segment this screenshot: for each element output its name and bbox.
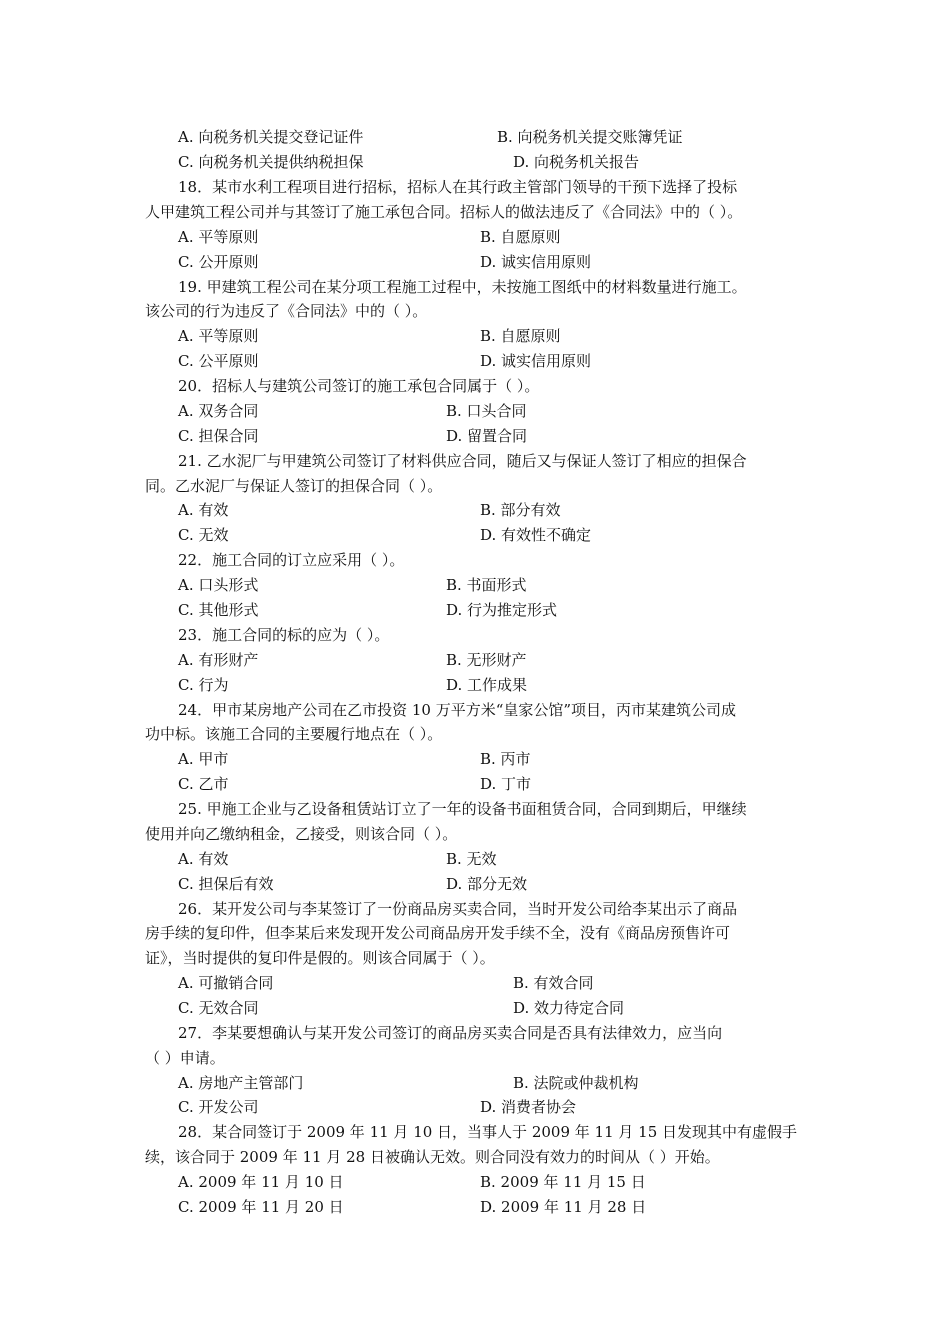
q28-option-a: A. 2009 年 11 月 10 日 — [178, 1173, 344, 1191]
q22-option-c: C. 其他形式 — [178, 601, 259, 619]
q28-option-b: B. 2009 年 11 月 15 日 — [480, 1173, 646, 1191]
q22-option-b: B. 书面形式 — [446, 576, 527, 594]
q25-option-c: C. 担保后有效 — [178, 875, 274, 893]
q25-option-a: A. 有效 — [178, 850, 229, 868]
q21-stem-line-1: 21. 乙水泥厂与甲建筑公司签订了材料供应合同，随后又与保证人签订了相应的担保合 — [178, 452, 747, 470]
q28-stem-line-2: 续，该合同于 2009 年 11 月 28 日被确认无效。则合同没有效力的时间从（ ）开始。 — [145, 1148, 720, 1166]
q23-option-d: D. 工作成果 — [446, 676, 528, 694]
q24-option-c: C. 乙市 — [178, 775, 229, 793]
q21-stem-line-2: 同。乙水泥厂与保证人签订的担保合同（ ）。 — [145, 477, 443, 495]
q25-stem-line-1: 25. 甲施工企业与乙设备租赁站订立了一年的设备书面租赁合同，合同到期后，甲继续 — [178, 800, 747, 818]
q23-option-b: B. 无形财产 — [446, 651, 527, 669]
q25-option-d: D. 部分无效 — [446, 875, 528, 893]
q26-stem-line-2: 房手续的复印件，但李某后来发现开发公司商品房开发手续不全，没有《商品房预售许可 — [145, 924, 731, 942]
q24-option-a: A. 甲市 — [178, 750, 229, 768]
q18-option-c: C. 公开原则 — [178, 253, 259, 271]
q25-stem-line-2: 使用并向乙缴纳租金，乙接受，则该合同（ ）。 — [145, 825, 458, 843]
q24-stem-line-2: 功中标。该施工合同的主要履行地点在（ ）。 — [145, 725, 443, 743]
q18-option-d: D. 诚实信用原则 — [480, 253, 592, 271]
q26-stem-line-3: 证》，当时提供的复印件是假的。则该合同属于（ ）。 — [145, 949, 495, 967]
q19-stem-line-1: 19. 甲建筑工程公司在某分项工程施工过程中，未按施工图纸中的材料数量进行施工。 — [178, 278, 747, 296]
q25-option-b: B. 无效 — [446, 850, 497, 868]
q24-option-b: B. 丙市 — [480, 750, 531, 768]
q19-option-d: D. 诚实信用原则 — [480, 352, 592, 370]
q27-option-c: C. 开发公司 — [178, 1098, 259, 1116]
q18-stem-line-2: 人甲建筑工程公司并与其签订了施工承包合同。招标人的做法违反了《合同法》中的（ ）。 — [145, 203, 743, 221]
q18-option-a: A. 平等原则 — [178, 228, 259, 246]
q26-option-b: B. 有效合同 — [513, 974, 594, 992]
q23-option-c: C. 行为 — [178, 676, 229, 694]
q21-option-c: C. 无效 — [178, 526, 229, 544]
q26-stem-line-1: 26．某开发公司与李某签订了一份商品房买卖合同，当时开发公司给李某出示了商品 — [178, 900, 738, 918]
q18-option-b: B. 自愿原则 — [480, 228, 561, 246]
q20-option-c: C. 担保合同 — [178, 427, 259, 445]
q27-option-d: D. 消费者协会 — [480, 1098, 577, 1116]
q28-stem-line-1: 28．某合同签订于 2009 年 11 月 10 日，当事人于 2009 年 11 月 15 日发现其中有虚假手 — [178, 1123, 798, 1141]
q26-option-c: C. 无效合同 — [178, 999, 259, 1017]
q24-stem-line-1: 24．甲市某房地产公司在乙市投资 10 万平方米“皇家公馆”项目，丙市某建筑公司成 — [178, 701, 737, 719]
q27-stem-line-2: （ ）申请。 — [145, 1049, 225, 1067]
q27-stem-line-1: 27．李某要想确认与某开发公司签订的商品房买卖合同是否具有法律效力，应当向 — [178, 1024, 723, 1042]
q26-option-d: D. 效力待定合同 — [513, 999, 625, 1017]
q17-option-b: B. 向税务机关提交账簿凭证 — [497, 128, 683, 146]
q19-stem-line-2: 该公司的行为违反了《合同法》中的（ ）。 — [145, 302, 428, 320]
q20-option-b: B. 口头合同 — [446, 402, 527, 420]
q22-stem-line-1: 22．施工合同的订立应采用（ ）。 — [178, 551, 405, 569]
q21-option-d: D. 有效性不确定 — [480, 526, 592, 544]
q19-option-b: B. 自愿原则 — [480, 327, 561, 345]
q24-option-d: D. 丁市 — [480, 775, 532, 793]
q22-option-a: A. 口头形式 — [178, 576, 259, 594]
q21-option-b: B. 部分有效 — [480, 501, 561, 519]
q17-option-d: D. 向税务机关报告 — [513, 153, 640, 171]
q20-stem-line-1: 20．招标人与建筑公司签订的施工承包合同属于（ ）。 — [178, 377, 540, 395]
q23-option-a: A. 有形财产 — [178, 651, 259, 669]
q19-option-a: A. 平等原则 — [178, 327, 259, 345]
q19-option-c: C. 公平原则 — [178, 352, 259, 370]
q28-option-c: C. 2009 年 11 月 20 日 — [178, 1198, 344, 1216]
q17-option-c: C. 向税务机关提供纳税担保 — [178, 153, 364, 171]
q22-option-d: D. 行为推定形式 — [446, 601, 558, 619]
q27-option-b: B. 法院或仲裁机构 — [513, 1074, 639, 1092]
q20-option-d: D. 留置合同 — [446, 427, 528, 445]
q21-option-a: A. 有效 — [178, 501, 229, 519]
q17-option-a: A. 向税务机关提交登记证件 — [178, 128, 364, 146]
q20-option-a: A. 双务合同 — [178, 402, 259, 420]
q23-stem-line-1: 23．施工合同的标的应为（ ）。 — [178, 626, 390, 644]
q18-stem-line-1: 18．某市水利工程项目进行招标，招标人在其行政主管部门领导的干预下选择了投标 — [178, 178, 738, 196]
q27-option-a: A. 房地产主管部门 — [178, 1074, 304, 1092]
q28-option-d: D. 2009 年 11 月 28 日 — [480, 1198, 647, 1216]
q26-option-a: A. 可撤销合同 — [178, 974, 274, 992]
